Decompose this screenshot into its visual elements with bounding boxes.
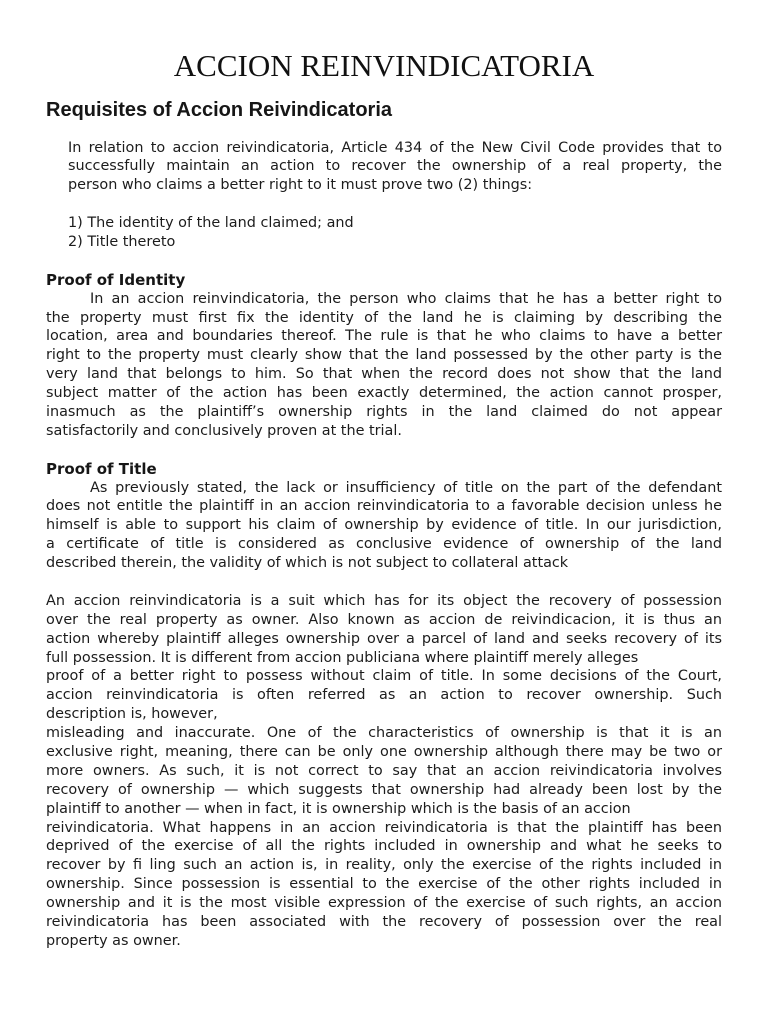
proof-of-identity-section: [46, 271, 722, 441]
text-line: [46, 649, 722, 668]
text-line: [46, 535, 722, 554]
text-line-content: recover by fi ling such an action is, in reality, only the exercise of the rights included in: [46, 857, 722, 874]
intro-paragraph: [68, 139, 722, 196]
discussion-section: [46, 592, 722, 951]
text-line: [68, 157, 722, 176]
text-line-content: accion reinvindicatoria is often referred as an action to recover ownership. Such: [46, 687, 722, 704]
text-line-content: As previously stated, the lack or insufficiency of title on the part of the defendant: [90, 479, 722, 496]
text-line: [68, 176, 722, 195]
requisite-item: [68, 214, 722, 233]
text-line: [46, 686, 722, 705]
text-line: [46, 554, 722, 573]
text-line: [46, 422, 722, 441]
text-line-content: In relation to accion reivindicatoria, Article 434 of the New Civil Code provides that to: [68, 139, 722, 156]
discussion-paragraph: [46, 667, 722, 724]
text-line-content: location, area and boundaries thereof. The rule is that he who claims to have a better: [46, 328, 722, 345]
requisite-item-text: 2) Title thereto: [68, 233, 176, 250]
discussion-paragraph: [46, 724, 722, 818]
text-line: [46, 837, 722, 856]
text-line-content: recovery of ownership — which suggests that ownership had already been lost by the: [46, 781, 722, 798]
text-line: [46, 724, 722, 743]
text-line-content: person who claims a better right to it must prove two (2) things:: [68, 177, 533, 194]
text-line: [46, 800, 722, 819]
text-line: [46, 932, 722, 951]
text-line-content: does not entitle the plaintiff in an accion reinvindicatoria to a favorable decision unless he: [46, 498, 722, 515]
text-line: [46, 705, 722, 724]
text-line: [46, 894, 722, 913]
document-title: ACCION REINVINDICATORIA: [173, 48, 595, 83]
text-line-content: property as owner.: [46, 932, 181, 949]
text-line-content: An accion reinvindicatoria is a suit which has for its object the recovery of possession: [46, 592, 722, 609]
text-line-content: full possession. It is different from accion publiciana where plaintiff merely alleges: [46, 649, 639, 666]
text-line: [46, 875, 722, 894]
document-subtitle: Requisites of Accion Reivindicatoria: [46, 99, 393, 121]
discussion-paragraph: [46, 592, 722, 668]
text-line: [46, 611, 722, 630]
text-line: [46, 743, 722, 762]
text-line: [46, 781, 722, 800]
text-line: [46, 309, 722, 328]
text-line-content: himself is able to support his claim of ownership by evidence of title. In our jurisdiction,: [46, 517, 722, 534]
text-line-content: over the real property as owner. Also known as accion de reivindicacion, it is thus an: [46, 611, 722, 628]
text-line-content: right to the property must clearly show that the land possessed by the other party is the: [46, 347, 722, 364]
text-line-content: successfully maintain an action to recover the ownership of a real property, the: [68, 158, 722, 175]
text-line: [46, 384, 722, 403]
text-line-content: action whereby plaintiff alleges ownership over a parcel of land and seeks recovery of its: [46, 630, 722, 647]
text-line-content: satisfactorily and conclusively proven at the trial.: [46, 422, 402, 439]
text-line-content: reivindicatoria has been associated with the recovery of possession over the real: [46, 914, 722, 931]
text-line: [46, 497, 722, 516]
text-line: [46, 479, 722, 498]
text-line: [46, 403, 722, 422]
text-line: [46, 856, 722, 875]
text-line: [46, 913, 722, 932]
discussion-paragraph: [46, 819, 722, 951]
text-line: [68, 139, 722, 158]
text-line-content: In an accion reinvindicatoria, the person who claims that he has a better right to: [90, 290, 722, 307]
text-line: [46, 819, 722, 838]
text-line: [46, 327, 722, 346]
requisites-list: [68, 214, 722, 252]
text-line-content: reivindicatoria. What happens in an accion reivindicatoria is that the plaintiff has been: [46, 819, 722, 836]
text-line-content: ownership. Since possession is essential to the exercise of the other rights included in: [46, 876, 722, 893]
text-line: [46, 762, 722, 781]
text-line-content: description is, however,: [46, 706, 218, 723]
text-line-content: a certificate of title is considered as conclusive evidence of ownership of the land: [46, 536, 722, 553]
text-line: [46, 346, 722, 365]
text-line-content: the property must first fix the identity of the land he is claiming by describing the: [46, 309, 722, 326]
requisite-item-text: 1) The identity of the land claimed; and: [68, 215, 354, 232]
text-line-content: more owners. As such, it is not correct to say that an accion reivindicatoria involves: [46, 762, 722, 779]
text-line: [46, 630, 722, 649]
text-line-content: deprived of the exercise of all the rights included in ownership and what he seeks to: [46, 838, 722, 855]
proof-of-title-heading: Proof of Title: [46, 459, 157, 478]
proof-of-identity-heading: Proof of Identity: [46, 270, 186, 289]
proof-of-title-section: [46, 460, 722, 573]
document-body: [46, 139, 722, 951]
text-line-content: inasmuch as the plaintiff’s ownership rights in the land claimed do not appear: [46, 403, 722, 420]
text-line-content: misleading and inaccurate. One of the characteristics of ownership is that it is an: [46, 725, 722, 742]
text-line: [46, 667, 722, 686]
requisite-item: [68, 233, 722, 252]
text-line: [46, 516, 722, 535]
text-line: [46, 592, 722, 611]
text-line-content: described therein, the validity of which is not subject to collateral attack: [46, 555, 569, 572]
text-line-content: ownership and it is the most visible expression of the exercise of such rights, an accion: [46, 895, 722, 912]
text-line: [46, 290, 722, 309]
text-line-content: exclusive right, meaning, there can be only one ownership although there may be two or: [46, 744, 722, 760]
text-line: [46, 365, 722, 384]
text-line-content: subject matter of the action has been exactly determined, the action cannot prosper,: [46, 385, 722, 402]
text-line-content: plaintiff to another — when in fact, it is ownership which is the basis of an accion: [46, 800, 631, 817]
text-line-content: very land that belongs to him. So that when the record does not show that the land: [46, 366, 722, 383]
text-line-content: proof of a better right to possess without claim of title. In some decisions of the Court,: [46, 668, 722, 685]
